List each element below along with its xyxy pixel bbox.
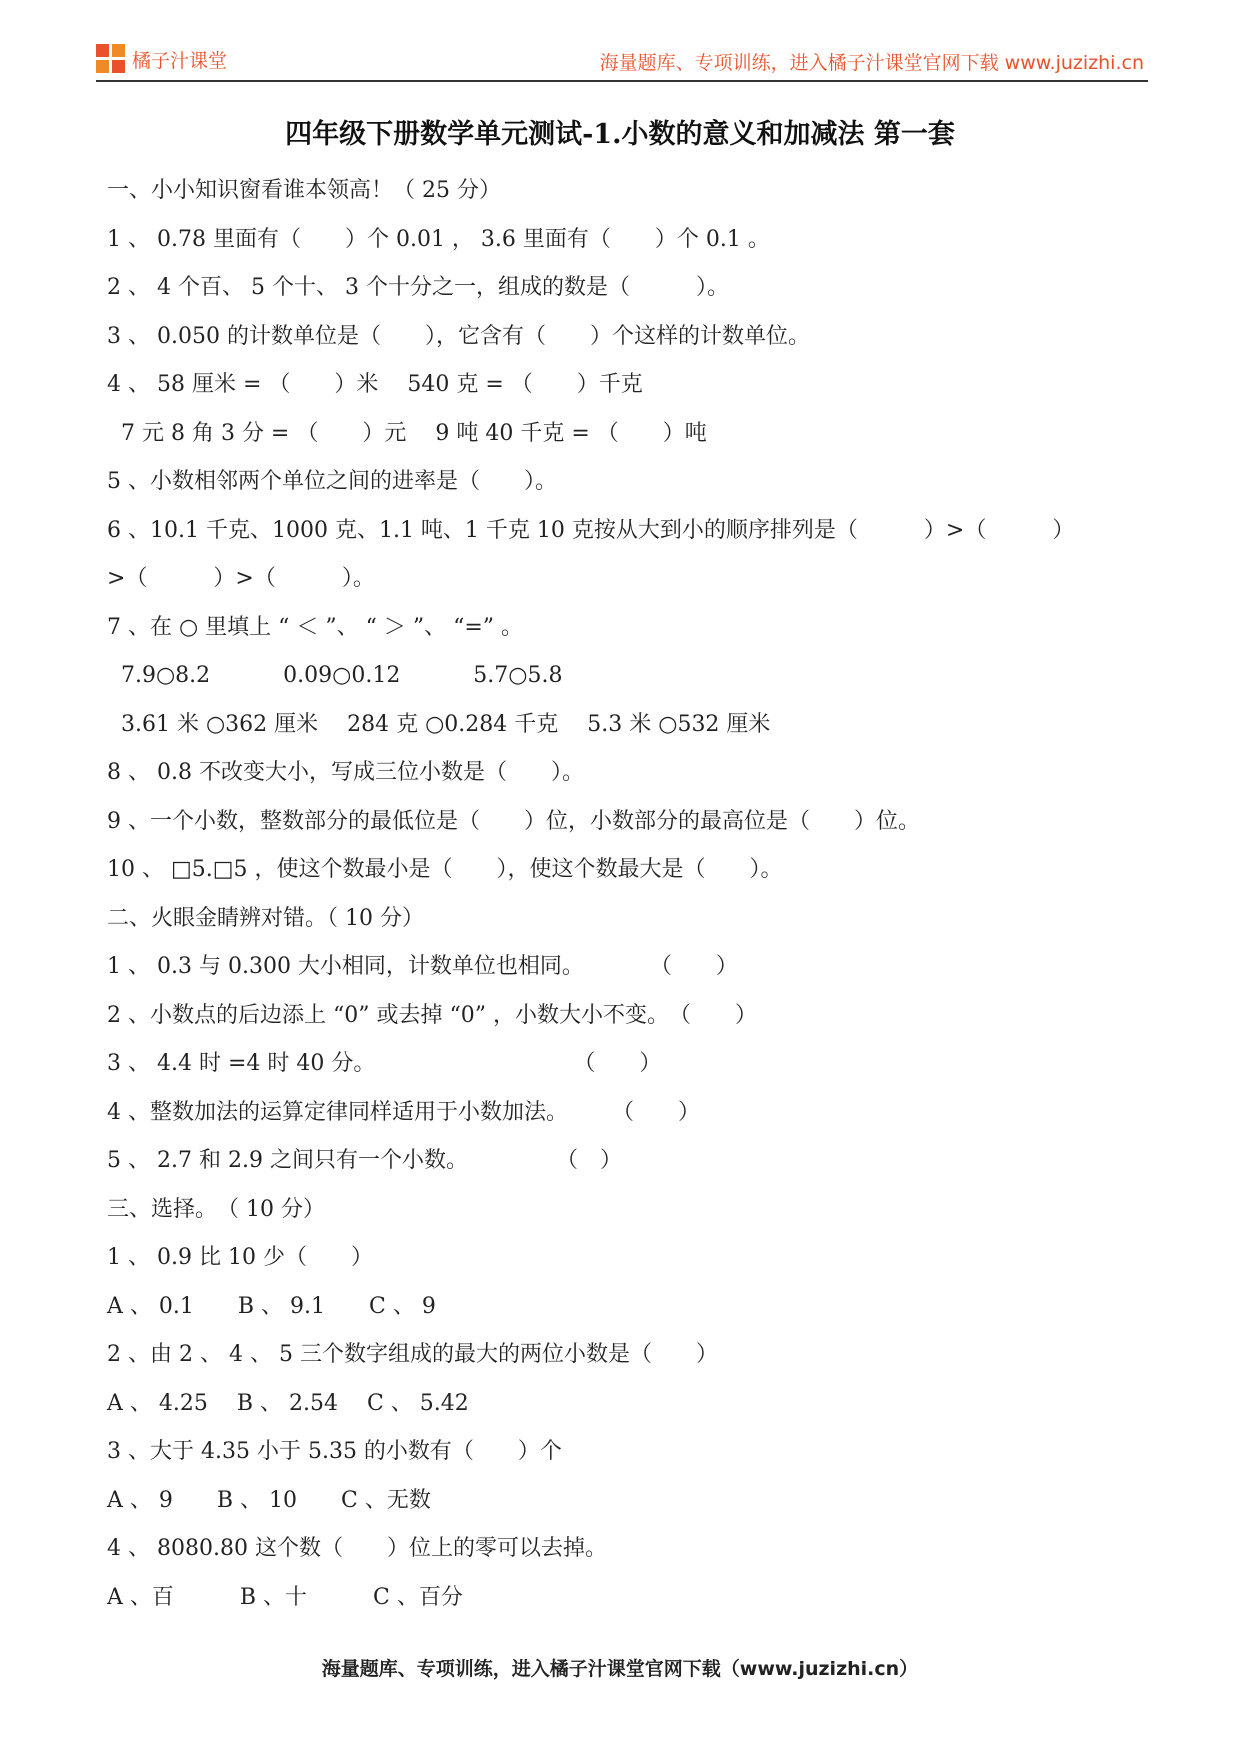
worksheet-line: A 、百 B 、十 C 、百分 — [107, 1584, 463, 1610]
worksheet-line: 7 元 8 角 3 分 = （ ）元 9 吨 40 千克 = （ ）吨 — [107, 420, 707, 446]
worksheet-line: 一、小小知识窗看谁本领高！（ 25 分） — [107, 178, 501, 203]
worksheet-line: 3 、 4.4 时 =4 时 40 分。 （ ） — [107, 1051, 662, 1076]
worksheet-line: 1 、 0.3 与 0.300 大小相同，计数单位也相同。 （ ） — [107, 954, 738, 979]
worksheet-line: 1 、 0.78 里面有（ ）个 0.01 ， 3.6 里面有（ ）个 0.1 。 — [107, 226, 770, 252]
worksheet-line: 三、选择。 （ 10 分） — [107, 1196, 325, 1222]
worksheet-line: 3 、大于 4.35 小于 5.35 的小数有（ ）个 — [107, 1439, 562, 1464]
worksheet-line: 2 、小数点的后边添上 “0” 或去掉 “0” ，小数大小不变。 （ ） — [107, 1002, 757, 1028]
worksheet-line: 5 、小数相邻两个单位之间的进率是（ ）。 — [107, 469, 557, 494]
worksheet-line: >（ ）>（ ）。 — [107, 566, 375, 591]
brand-logo[interactable] — [96, 44, 227, 74]
worksheet-line: 10 、 □5.□5 ，使这个数最小是（ ），使这个数最大是（ ）。 — [107, 857, 783, 882]
header-slogan[interactable]: 海量题库、专项训练，进入橘子汁课堂官网下载 www.juzizhi.cn — [599, 52, 1144, 74]
worksheet-line: A 、 0.1 B 、 9.1 C 、 9 — [107, 1293, 436, 1319]
logo-text: 橘子汁课堂 — [132, 49, 228, 72]
logo-grid-icon — [96, 44, 126, 74]
worksheet-line: 1 、 0.9 比 10 少（ ） — [107, 1245, 373, 1270]
worksheet-line: A 、 4.25 B 、 2.54 C 、 5.42 — [107, 1390, 469, 1416]
page-header — [96, 40, 1148, 82]
worksheet-line: 3 、 0.050 的计数单位是（ ），它含有（ ）个这样的计数单位。 — [107, 323, 810, 349]
worksheet-line: 6 、10.1 千克、1000 克、1.1 吨、1 千克 10 克按从大到小的顺序排列是（ ）>（ ） — [107, 517, 1075, 543]
worksheet-line: 8 、 0.8 不改变大小，写成三位小数是（ ）。 — [107, 760, 584, 785]
worksheet-line: 5 、 2.7 和 2.9 之间只有一个小数。 （ ） — [107, 1148, 622, 1173]
worksheet-line: 4 、 8080.80 这个数（ ）位上的零可以去掉。 — [107, 1536, 607, 1561]
worksheet-line: 9 、一个小数，整数部分的最低位是（ ）位，小数部分的最高位是（ ）位。 — [107, 808, 920, 834]
worksheet-line: 2 、由 2 、 4 、 5 三个数字组成的最大的两位小数是（ ） — [107, 1342, 718, 1367]
worksheet-line: 4 、 58 厘米 = （ ）米 540 克 = （ ）千克 — [107, 372, 643, 397]
worksheet-line: 二、火眼金睛辨对错。（ 10 分） — [107, 905, 424, 931]
worksheet-line: A 、 9 B 、 10 C 、无数 — [107, 1487, 431, 1513]
worksheet-line: 2 、 4 个百、 5 个十、 3 个十分之一，组成的数是（ ）。 — [107, 275, 729, 300]
worksheet-line: 7 、在 ○ 里填上 “ ＜ ”、 “ ＞ ”、 “=” 。 — [107, 614, 524, 640]
worksheet-line: 3.61 米 ○362 厘米 284 克 ○0.284 千克 5.3 米 ○532 厘米 — [107, 711, 771, 737]
worksheet-line: 4 、整数加法的运算定律同样适用于小数加法。 （ ） — [107, 1099, 700, 1125]
page-footer[interactable]: 海量题库、专项训练，进入橘子汁课堂官网下载（www.juzizhi.cn） — [321, 1658, 919, 1680]
page-title: 四年级下册数学单元测试-1.小数的意义和加减法 第一套 — [285, 119, 955, 150]
worksheet-line: 7.9○8.2 0.09○0.12 5.7○5.8 — [107, 663, 563, 688]
